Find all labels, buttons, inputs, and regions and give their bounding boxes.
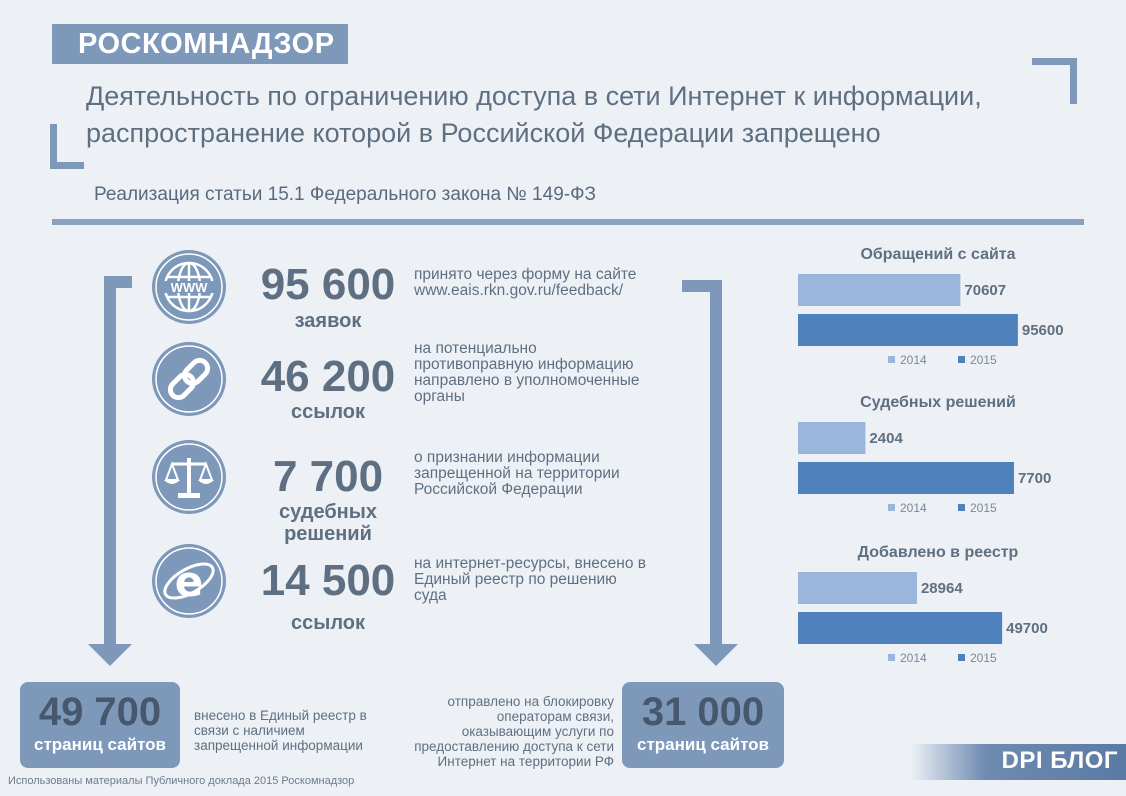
bottom-desc-line: запрещенной информации bbox=[194, 738, 363, 753]
bar-value-label: 49700 bbox=[1006, 620, 1048, 637]
bar-2014 bbox=[798, 572, 917, 604]
title-line-1: Деятельность по ограничению доступа в сети Интернет к информации, bbox=[86, 81, 982, 111]
bar-value-label: 95600 bbox=[1021, 322, 1064, 339]
legend-label: 2015 bbox=[970, 501, 997, 515]
bottom-desc-line: связи с наличием bbox=[194, 723, 305, 738]
header-divider bbox=[52, 219, 1084, 225]
stat-unit-links: ссылок bbox=[291, 401, 365, 423]
total-registry-box bbox=[20, 682, 180, 768]
subtitle: Реализация статьи 15.1 Федерального закона № 149-ФЗ bbox=[94, 184, 597, 205]
stat-desc-requests bbox=[414, 267, 684, 299]
legend-label: 2014 bbox=[900, 651, 927, 665]
legend-label: 2014 bbox=[900, 501, 927, 515]
bar-2014 bbox=[798, 422, 865, 454]
bottom-desc-line: внесено в Единый реестр в bbox=[194, 708, 367, 723]
stat-desc-line: о признании информации bbox=[414, 449, 600, 466]
stat-value-links: 46 200 bbox=[260, 352, 396, 401]
stat-desc-line: принято через форму на сайте bbox=[414, 266, 637, 283]
stat-desc-resources bbox=[414, 556, 684, 604]
bar-value-label: 2404 bbox=[869, 430, 903, 447]
legend-swatch bbox=[888, 654, 895, 661]
chart-title: Добавлено в реестр bbox=[857, 544, 1019, 561]
legend-swatch bbox=[958, 356, 965, 363]
bottom-desc-line: отправлено на блокировку bbox=[447, 694, 614, 709]
dpi-blog-logo-text: DPI БЛОГ bbox=[1001, 747, 1118, 774]
legend-swatch bbox=[888, 504, 895, 511]
legend-swatch bbox=[958, 504, 965, 511]
stat-value-requests: 95 600 bbox=[260, 260, 396, 309]
right-flow-arrow-icon bbox=[682, 280, 738, 666]
internet-explorer-icon bbox=[152, 544, 226, 618]
stat-desc-line: Единый реестр по решению bbox=[414, 571, 617, 588]
stat-desc-line: на интернет-ресурсы, внесено в bbox=[414, 555, 646, 572]
corner-bracket-bottom-left-horizontal bbox=[50, 162, 84, 169]
stat-unit-court: судебных bbox=[279, 501, 377, 523]
legend-label: 2014 bbox=[900, 353, 927, 367]
bar-2015 bbox=[798, 612, 1002, 644]
source-note: Использованы материалы Публичного доклада 2015 Роскомнадзор bbox=[8, 775, 355, 787]
stat-desc-line: органы bbox=[414, 388, 465, 405]
chart-title: Обращений с сайта bbox=[860, 246, 1016, 263]
total-registry-value: 49 700 bbox=[38, 690, 162, 734]
legend-label: 2015 bbox=[970, 353, 997, 367]
bar-value-label: 7700 bbox=[1017, 470, 1052, 487]
blocked-pages-unit: страниц сайтов bbox=[636, 735, 769, 754]
bar-2015 bbox=[798, 462, 1014, 494]
bottom-desc-line: оказывающим услуги по bbox=[461, 724, 614, 739]
stat-desc-line: запрещенной на территории bbox=[414, 465, 620, 482]
stat-unit-resources: ссылок bbox=[291, 612, 365, 634]
blocked-pages-value: 31 000 bbox=[641, 690, 765, 734]
corner-bracket-top-right-vertical bbox=[1070, 58, 1077, 104]
total-registry-unit: страниц сайтов bbox=[33, 735, 166, 754]
dpi-blog-logo bbox=[910, 744, 1126, 780]
stat-desc-line: Российской Федерации bbox=[414, 481, 583, 498]
title-line-2: распространение которой в Российской Федерации запрещено bbox=[86, 118, 881, 148]
blocked-pages-box bbox=[622, 682, 784, 768]
bar-value-label: 28964 bbox=[920, 580, 963, 597]
bar-charts bbox=[780, 236, 1080, 676]
stat-desc-line: направлено в уполномоченные bbox=[414, 372, 640, 389]
legend-swatch bbox=[958, 654, 965, 661]
legend-swatch bbox=[888, 356, 895, 363]
brand-label: РОСКОМНАДЗОР bbox=[52, 24, 348, 64]
stat-desc-line: на потенциально bbox=[414, 340, 537, 357]
stat-desc-court bbox=[414, 450, 684, 498]
stat-desc-line: суда bbox=[414, 587, 447, 604]
stat-desc-line: противоправную информацию bbox=[414, 356, 634, 373]
bottom-desc-line: операторам связи, bbox=[496, 709, 614, 724]
stat-value-resources: 14 500 bbox=[260, 556, 396, 605]
bar-2015 bbox=[798, 314, 1018, 346]
bottom-desc-line: Интернет на территории РФ bbox=[437, 754, 614, 769]
stat-unit-requests: заявок bbox=[294, 310, 362, 332]
page-title bbox=[86, 78, 1066, 152]
legend-label: 2015 bbox=[970, 651, 997, 665]
globe-www-icon bbox=[152, 250, 226, 324]
blocked-pages-desc bbox=[396, 694, 614, 769]
chain-link-icon bbox=[152, 342, 226, 416]
stat-value-court: 7 700 bbox=[272, 452, 384, 501]
bar-2014 bbox=[798, 274, 960, 306]
svg-text:e: e bbox=[174, 557, 204, 606]
bar-value-label: 70607 bbox=[964, 282, 1007, 299]
bottom-desc-line: предоставлению доступа к сети bbox=[414, 739, 614, 754]
left-flow-arrow-icon bbox=[88, 276, 132, 666]
chart-title: Судебных решений bbox=[860, 394, 1016, 411]
stat-desc-line: www.eais.rkn.gov.ru/feedback/ bbox=[414, 282, 624, 299]
stat-desc-links bbox=[414, 341, 684, 405]
total-registry-desc bbox=[194, 708, 394, 753]
scales-icon bbox=[152, 440, 226, 514]
stat-unit-court-2: решений bbox=[284, 523, 372, 545]
svg-text:WWW: WWW bbox=[170, 280, 208, 295]
